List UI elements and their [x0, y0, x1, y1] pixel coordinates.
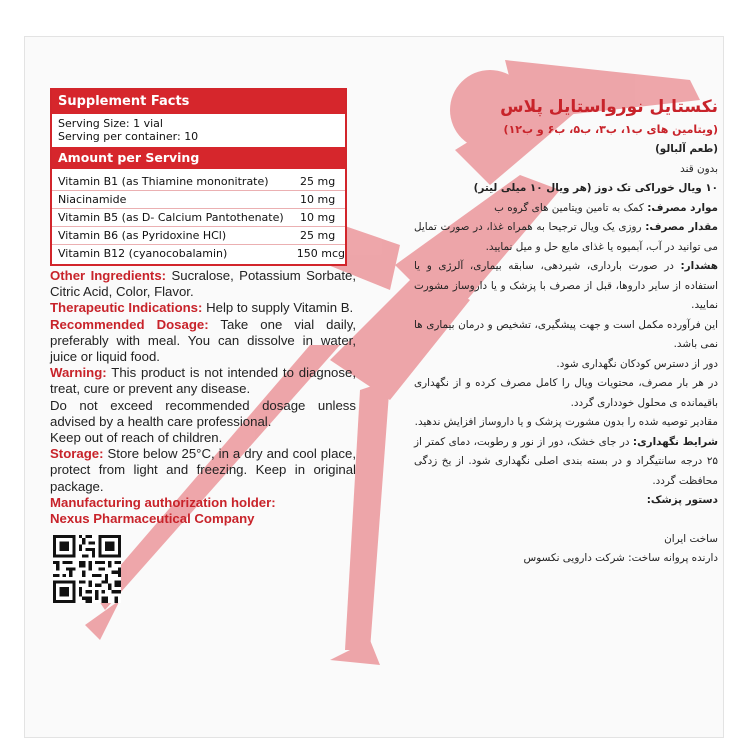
persian-storage: شرایط نگهداری: در جای خشک، دور از نور و رطوبت، دمای کمتر از ۲۵ درجه سانتیگراد و در بسته بندی اصلی نگهداری شود. از یخ زدگی محافظت گردد. [414, 435, 718, 487]
persian-note: دور از دسترس کودکان نگهداری شود. [556, 357, 718, 370]
nutrient-amount: 25 mg [300, 175, 336, 188]
qr-code-icon [53, 535, 121, 603]
persian-title: نکستایل نوروا‌ستایل پلاس [500, 97, 718, 117]
recommended-dosage: Recommended Dosage: Take one vial daily, preferably with meal. You can dissolve in water, juice or liquid food. [50, 316, 356, 365]
persian-origin: ساخت ایران [664, 532, 718, 545]
persian-note: این فرآورده مکمل است و جهت پیشگیری، تشخیص و درمان بیماری ها نمی باشد. [414, 318, 718, 350]
persian-subtitle: (ویتامین های ب۱، ب۳، ب۵، ب۶ و ب۱۲) [503, 123, 718, 136]
servings-per-container: Serving per container: 10 [58, 130, 199, 143]
serving-size: Serving Size: 1 vial [58, 117, 163, 130]
persian-flavor: (طعم آلبالو) [655, 143, 718, 155]
persian-note: در هر بار مصرف، محتویات ویال را کامل مصرف کرده و از نگهداری باقیمانده ی محلول خودداری گردد. [414, 377, 718, 409]
supplement-facts-title: Supplement Facts [52, 90, 345, 114]
amount-per-serving-header: Amount per Serving [52, 147, 345, 169]
facts-row [52, 191, 345, 209]
persian-pack: ۱۰ ویال خوراکی تک دوز (هر ویال ۱۰ میلی لیتر) [473, 182, 718, 194]
nutrient-amount: 10 mg [300, 211, 336, 224]
facts-row [52, 209, 345, 227]
serving-info [52, 114, 345, 147]
nutrient-name: Vitamin B12 (cyanocobalamin) [58, 247, 228, 260]
persian-label-text [414, 94, 718, 569]
storage: Storage: Store below 25°C, in a dry and cool place, protect from light and freezing. Keep in original package. [50, 446, 356, 494]
persian-holder: دارنده پروانه ساخت: شرکت دارویی نکسوس [523, 552, 718, 564]
other-ingredients: Other Ingredients: Sucralose, Potassium Sorbate, Citric Acid, Color, Flavor. [50, 268, 356, 300]
facts-rows [52, 169, 345, 264]
english-label-text [50, 268, 356, 527]
manufacturer-label: Manufacturing authorization holder: [50, 494, 276, 510]
warning: Warning: This product is not intended to diagnose, treat, cure or prevent any disease. [50, 365, 356, 397]
nutrient-name: Vitamin B1 (as Thiamine mononitrate) [58, 175, 269, 188]
therapeutic-indications: Therapeutic Indications: Help to supply Vitamin B. [50, 300, 354, 316]
nutrient-amount: 150 mcg [296, 247, 345, 260]
nutrient-amount: 25 mg [300, 229, 336, 242]
facts-row [52, 173, 345, 191]
nutrient-name: Niacinamide [58, 193, 127, 206]
warning-children: Keep out of reach of children. [50, 430, 223, 446]
persian-warning: هشدار: در صورت بارداری، شیردهی، سابقه بیماری، آلرژی و یا استفاده از سایر داروها، قبل از مصرف با پزشک و یا داروساز مشورت نمایید. [414, 260, 718, 311]
nutrient-name: Vitamin B5 (as D- Calcium Pantothenate) [58, 211, 284, 224]
persian-doctor: دستور پزشک: [646, 494, 718, 506]
spacer [414, 511, 718, 530]
facts-row [52, 227, 345, 245]
nutrient-name: Vitamin B6 (as Pyridoxine HCl) [58, 229, 227, 242]
persian-usage: موارد مصرف: کمک به تامین ویتامین های گروه ب [494, 201, 718, 214]
persian-sugar-free: بدون قند [680, 162, 718, 175]
nutrient-amount: 10 mg [300, 193, 336, 206]
supplement-facts-panel [50, 88, 347, 266]
warning-dosage: Do not exceed recommended dosage unless advised by a health care professional. [50, 397, 356, 429]
facts-row [52, 245, 345, 262]
persian-note: مقادیر توصیه شده را بدون مشورت پزشک و یا داروساز افزایش ندهید. [414, 416, 718, 428]
persian-dose: مقدار مصرف: روزی یک ویال ترجیحا به همراه غذا، در صورت تمایل می توانید در آب، آبمیوه یا غذای مایع حل و میل نمایید. [414, 221, 718, 253]
manufacturer-name: Nexus Pharmaceutical Company [50, 511, 255, 527]
